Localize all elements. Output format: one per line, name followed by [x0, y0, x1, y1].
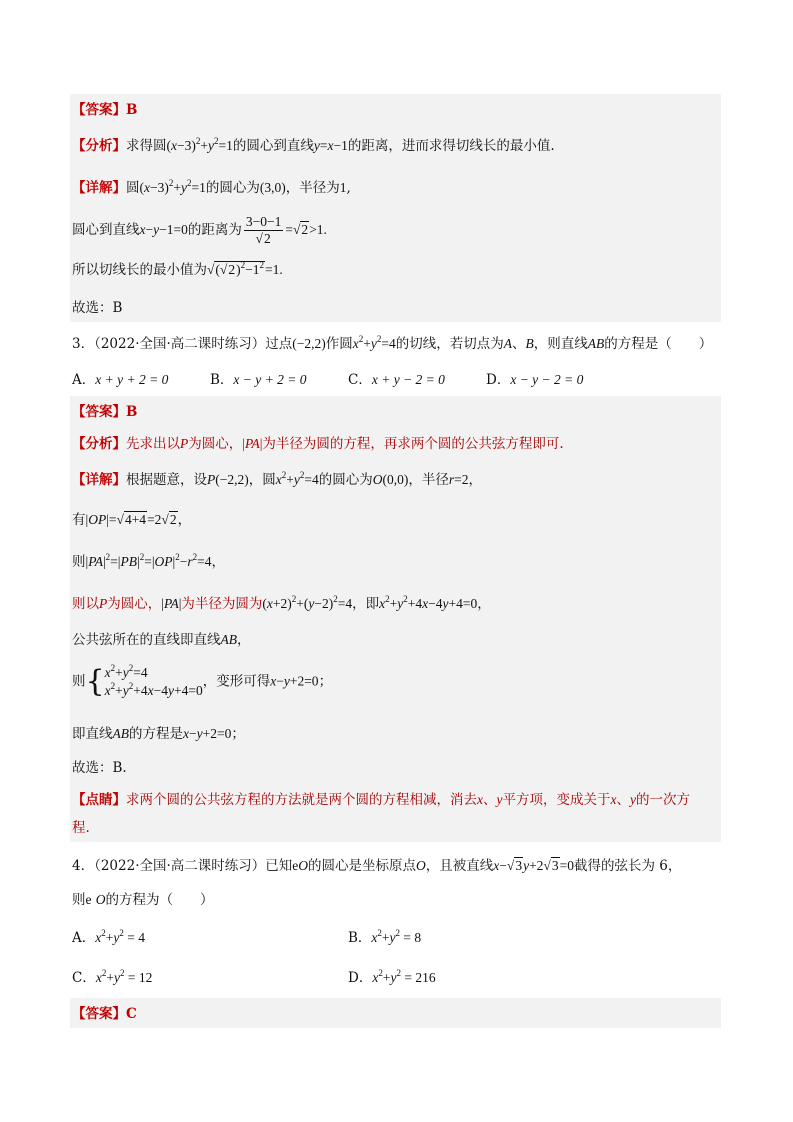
q3-detail-line2: 有|OP|=√4+4=2√2， — [72, 512, 192, 528]
math-expr: (−2,2) — [292, 336, 326, 351]
q4-stem-line2: 则e O的方程为（ ） — [72, 892, 214, 908]
tip-label: 【点睛】 — [72, 792, 126, 808]
q2-detail-line3: 所以切线长的最小值为$√(√2)^2-1^2=1$. — [72, 260, 283, 278]
q2-solution-box — [70, 94, 721, 322]
q3-detail-line6: 则{$x^2+y^2=4$ $x^2+y^2+4x-4y+4=0$，变形可得x−y+2=0； — [72, 663, 333, 699]
q2-analysis-line: 【分析】求得圆$(x-3)^2+y^2=1$的圆心到直线y=x−1的距离，进而求得切线长的最小值. — [72, 136, 555, 154]
q3-analysis-line: 【分析】先求出以P为圆心，|PA|为半径为圆的方程，再求两个圆的公共弦方程即可. — [72, 436, 564, 452]
equation-system: $x^2+y^2=4$ $x^2+y^2+4x-4y+4=0$ — [104, 663, 203, 698]
answer-label: 【答案】 — [72, 102, 126, 118]
math-fraction: $\frac{3-0-1}{√2}$ — [245, 214, 282, 246]
q3-answer-line: 【答案】B — [72, 404, 138, 420]
q3-option-c: C．x + y − 2 = 0 — [348, 372, 445, 388]
q3-stem: 3．（2022·全国·高二课时练习）过点(−2,2)作圆$x^2+y^2=4$的切线，若切点为A、B，则直线AB的方程是（ ） — [72, 334, 713, 352]
q4-option-b: B．$x^2+y^2 = 8$ — [348, 928, 422, 946]
q2-choose-line: 故选：B — [72, 300, 123, 316]
q4-solution-box — [70, 998, 721, 1028]
q4-answer-value: C — [126, 1006, 137, 1022]
math-expr: y — [313, 138, 320, 153]
q3-detail-line1: 【详解】根据题意，设P(−2,2)，圆$x^2+y^2=4$的圆心为O(0,0)，半径r=2， — [72, 470, 482, 488]
math-expr: $√(√2)^2-1^2=1$. — [207, 260, 283, 277]
math-expr: $(x-3)^2+y^2=1$ — [166, 136, 233, 153]
q3-detail-line5: 公共弦所在的直线即直线AB， — [72, 632, 251, 648]
q3-detail-line3: 则$|PA|^2=|PB|^2=|OP|^2-r^2=4$， — [72, 552, 225, 570]
q3-tip-line2: 程. — [72, 820, 90, 836]
q3-tip-line1: 【点睛】求两个圆的公共弦方程的方法就是两个圆的方程相减，消去x、y平方项，变成关于x、y的一次方 — [72, 792, 690, 808]
q4-option-c: C．$x^2+y^2 = 12$ — [72, 968, 153, 986]
math-expr: $x^2+y^2=4$ — [352, 334, 396, 351]
q3-answer-value: B — [126, 404, 138, 420]
q4-answer-line: 【答案】C — [72, 1006, 137, 1022]
math-expr: x−y−1=0 — [139, 222, 188, 237]
q3-option-d: D．x − y − 2 = 0 — [486, 372, 584, 388]
q3-choose-line: 故选：B. — [72, 760, 127, 776]
q4-option-d: D．$x^2+y^2 = 216$ — [348, 968, 436, 986]
analysis-label: 【分析】 — [72, 138, 126, 154]
q3-detail-line7: 即直线AB的方程是x−y+2=0； — [72, 726, 245, 742]
q4-stem: 4．（2022·全国·高二课时练习）已知eO的圆心是坐标原点O，且被直线x−√3y+2√3=0截得的弦长为 6， — [72, 858, 682, 874]
q3-detail-line4: 则以P为圆心，|PA|为半径为圆为$(x+2)^2+(y-2)^2=4$，即$x^2+y^2+4x-4y+4=0$， — [72, 594, 491, 612]
q3-option-b: B．x − y + 2 = 0 — [210, 372, 307, 388]
q2-answer-value: B — [126, 102, 138, 118]
detail-label: 【详解】 — [72, 180, 126, 196]
q3-solution-box — [70, 396, 721, 842]
q2-detail-line1: 【详解】圆$(x-3)^2+y^2=1$的圆心为(3,0)，半径为1, — [72, 178, 351, 196]
math-expr: $(x-3)^2+y^2=1$ — [139, 178, 206, 195]
q3-option-a: A．x + y + 2 = 0 — [72, 372, 169, 388]
math-expr: (3,0) — [259, 180, 286, 195]
q2-answer-line — [72, 100, 137, 120]
q2-detail-line2: 圆心到直线x−y−1=0的距离为 $\frac{3-0-1}{√2}$ =√2>1. — [72, 214, 327, 246]
q4-option-a: A．$x^2+y^2 = 4$ — [72, 928, 145, 946]
